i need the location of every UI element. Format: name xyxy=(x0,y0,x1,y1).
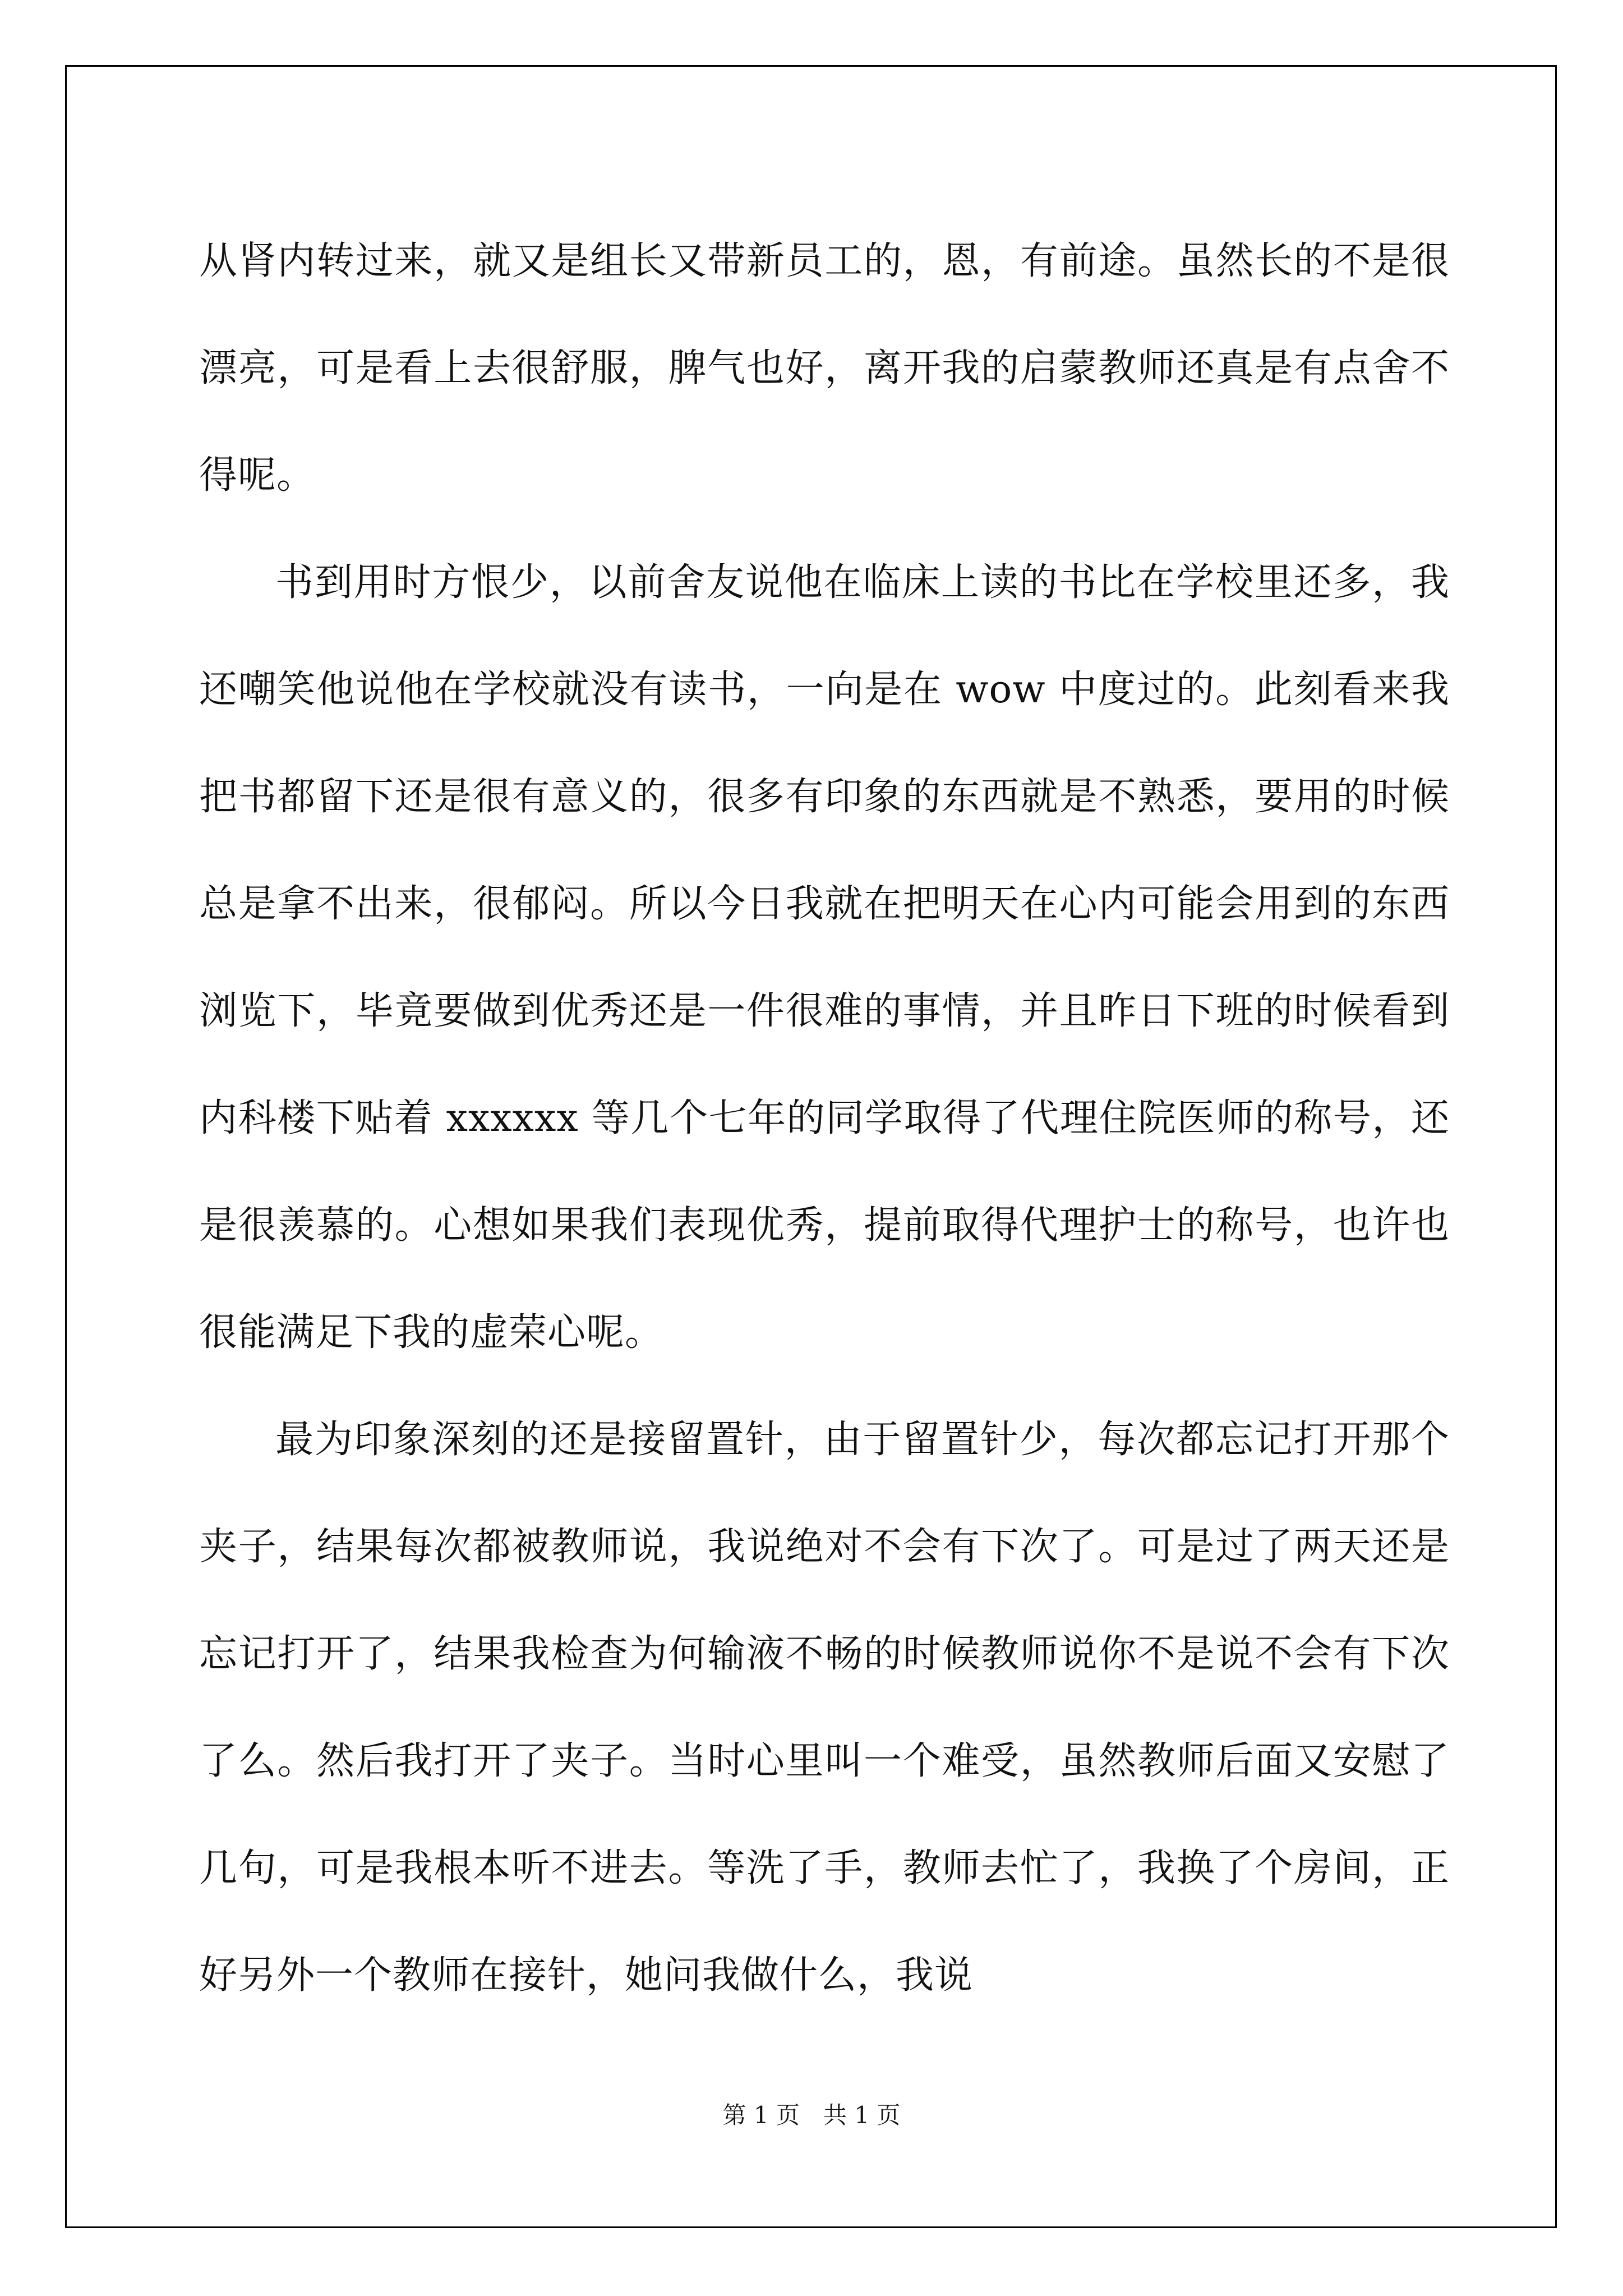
paragraph-1: 从肾内转过来，就又是组长又带新员工的，恩，有前途。虽然长的不是很漂亮，可是看上去很舒服，脾气也好，离开我的启蒙教师还真是有点舍不得呢。 xyxy=(199,239,1450,498)
document-body xyxy=(199,208,1450,2029)
page-footer: 第 1 页 共 1 页 xyxy=(722,2101,901,2129)
paragraph-2: 书到用时方恨少，以前舍友说他在临床上读的书比在学校里还多，我还嘲笑他说他在学校就没有读书，一向是在 wow 中度过的。此刻看来我把书都留下还是很有意义的，很多有印象的东西就是不熟悉，要用的时候总是拿不出来，很郁闷。所以今日我就在把明天在心内可能会用到的东西浏览下，毕竟要做到优秀还是一件很难的事情，并且昨日下班的时候看到内科楼下贴着 xxxxxx 等几个七年的同学取得了代理住院医师的称号，还是很羡慕的。心想如果我们表现优秀，提前取得代理护士的称号，也许也很能满足下我的虚荣心呢。 xyxy=(199,560,1450,1355)
paragraph-3: 最为印象深刻的还是接留置针，由于留置针少，每次都忘记打开那个夹子，结果每次都被教师说，我说绝对不会有下次了。可是过了两天还是忘记打开了，结果我检查为何输液不畅的时候教师说你不是说不会有下次了么。然后我打开了夹子。当时心里叫一个难受，虽然教师后面又安慰了几句，可是我根本听不进去。等洗了手，教师去忙了，我换了个房间，正好另外一个教师在接针，她问我做什么，我说 xyxy=(199,1418,1450,1998)
